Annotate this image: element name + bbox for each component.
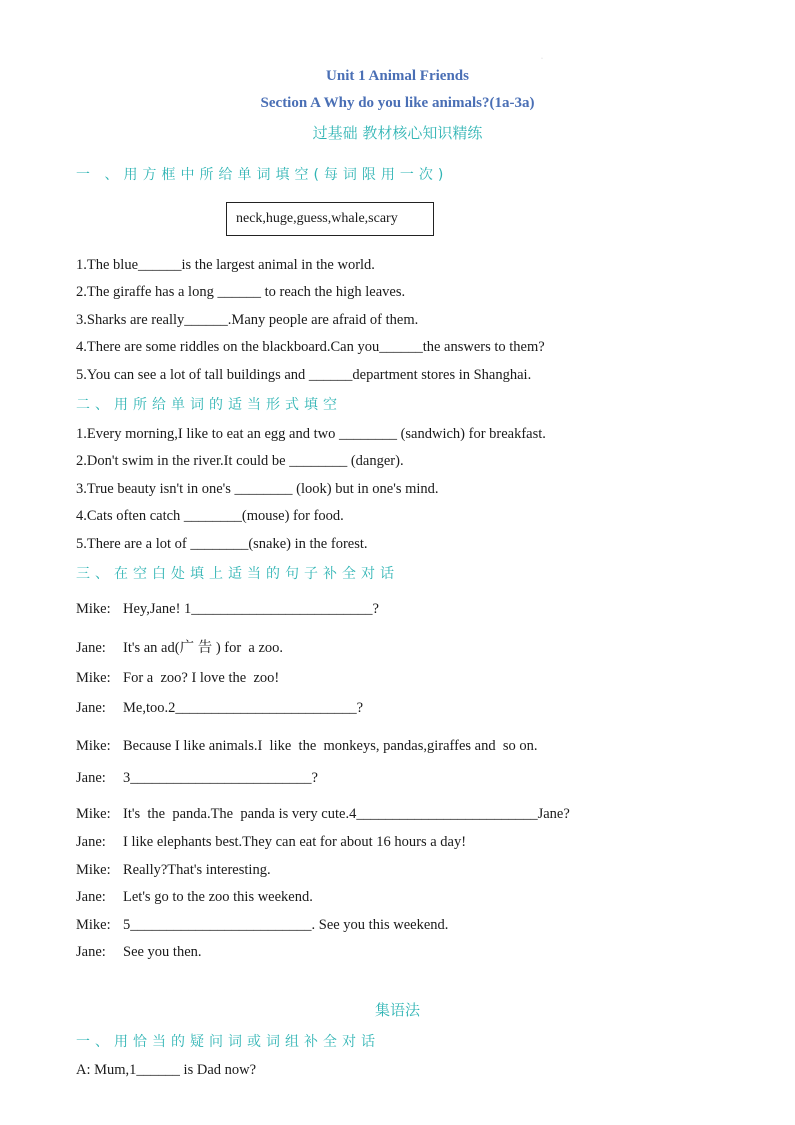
dialogue-line: [76, 601, 379, 618]
dialogue-text: Hey,Jane! 1_________________________?: [123, 601, 379, 617]
dialogue-text: Let's go to the zoo this weekend.: [123, 889, 313, 905]
exercise-item: 4.Cats often catch ________(mouse) for food.: [76, 508, 344, 524]
dialogue-line: [76, 738, 537, 755]
dialogue-text: For a zoo? I love the zoo!: [123, 670, 280, 686]
dialogue-line: [76, 862, 271, 879]
exercise-item: 2.Don't swim in the river.It could be ________ (danger).: [76, 453, 404, 469]
exercise-item: 2.The giraffe has a long ______ to reach the high leaves.: [76, 284, 406, 300]
exercise-item: 1.Every morning,I like to eat an egg and two ________ (sandwich) for breakfast.: [76, 426, 546, 442]
exercise-item: 5.You can see a lot of tall buildings and ______department stores in Shanghai.: [76, 367, 532, 383]
dialogue-text: 5_________________________. See you this weekend.: [123, 917, 449, 933]
dialogue-text: I like elephants best.They can eat for about 16 hours a day!: [123, 834, 467, 850]
dialogue-line: [76, 700, 363, 717]
speaker-label: Mike:: [76, 738, 111, 754]
speaker-label: Mike:: [76, 670, 111, 686]
speaker-label: Jane:: [76, 770, 106, 786]
speaker-label: Mike:: [76, 601, 111, 617]
dialogue-text: It's an ad(广 告 ) for a zoo.: [123, 640, 284, 656]
speaker-label: Jane:: [76, 640, 106, 656]
part3-heading: 三、在空白处填上适当的句子补全对话: [76, 566, 399, 582]
dialogue-line: [76, 889, 313, 906]
exercise-item: 3.True beauty isn't in one's ________ (look) but in one's mind.: [76, 481, 439, 497]
exercise-item: A: Mum,1______ is Dad now?: [76, 1062, 257, 1078]
exercise-item: 1.The blue______is the largest animal in the world.: [76, 257, 375, 273]
word-box: neck,huge,guess,whale,scary: [226, 202, 434, 236]
dialogue-text: See you then.: [123, 944, 202, 960]
dialogue-text: Me,too.2_________________________?: [123, 700, 364, 716]
part2-heading: 二、用所给单词的适当形式填空: [76, 397, 342, 413]
dialogue-text: Really?That's interesting.: [123, 862, 271, 878]
unit-title: Unit 1 Animal Friends: [326, 68, 469, 84]
section-title: Section A Why do you like animals?(1a-3a): [260, 95, 535, 111]
exercise-item: 4.There are some riddles on the blackboard.Can you______the answers to them?: [76, 339, 545, 355]
dialogue-line: [76, 944, 202, 961]
grammar-heading: 集语法: [374, 1001, 420, 1019]
exercise-item: 3.Sharks are really______.Many people are afraid of them.: [76, 312, 419, 328]
grammar-part1-heading: 一、用恰当的疑问词或词组补全对话: [76, 1034, 380, 1050]
speaker-label: Mike:: [76, 917, 111, 933]
dialogue-line: [76, 834, 466, 851]
dialogue-text: Because I like animals.I like the monkeys, pandas,giraffes and so on.: [123, 738, 538, 754]
speaker-label: Jane:: [76, 944, 106, 960]
dialogue-line: [76, 636, 283, 657]
speaker-label: Mike:: [76, 862, 111, 878]
dialogue-line: [76, 770, 318, 787]
exercise-item: 5.There are a lot of ________(snake) in the forest.: [76, 536, 368, 552]
dialogue-line: [76, 806, 570, 823]
page-dot: ·: [541, 56, 543, 62]
dialogue-text: 3_________________________?: [123, 770, 318, 786]
cn-title: 过基础 教材核心知识精练: [312, 124, 483, 142]
speaker-label: Jane:: [76, 700, 106, 716]
dialogue-line: [76, 917, 448, 934]
part1-heading: 一 、用方框中所给单词填空(每词限用一次): [76, 167, 449, 183]
speaker-label: Mike:: [76, 806, 111, 822]
dialogue-line: [76, 670, 279, 687]
speaker-label: Jane:: [76, 889, 106, 905]
speaker-label: Jane:: [76, 834, 106, 850]
dialogue-text: It's the panda.The panda is very cute.4_________________________Jane?: [123, 806, 570, 822]
